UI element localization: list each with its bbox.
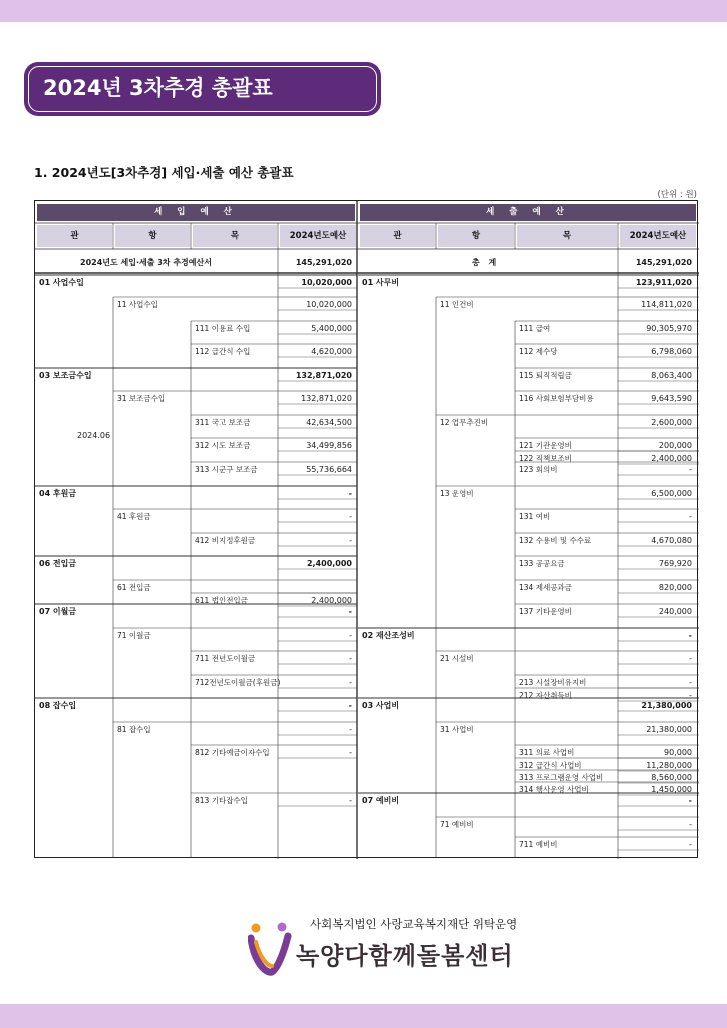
expense-row-label: 11 인건비 bbox=[440, 300, 474, 309]
revenue-row-label: 61 전입금 bbox=[117, 583, 151, 592]
revenue-row-amount: 10,020,000 bbox=[306, 300, 352, 309]
revenue-row-label: 03 보조금수입 bbox=[39, 371, 92, 380]
expense-row-label: 314 행사운영 사업비 bbox=[519, 785, 589, 794]
revenue-row-amount: - bbox=[348, 489, 352, 498]
revenue-row-label: 112 급간식 수입 bbox=[195, 347, 251, 356]
revenue-col-hang: 항 bbox=[115, 225, 190, 247]
expense-row-label: 133 공공요금 bbox=[519, 559, 565, 568]
expense-row-amount: 4,670,080 bbox=[651, 536, 692, 545]
expense-row-label: 02 재산조성비 bbox=[362, 631, 415, 640]
revenue-row-label: 71 이월금 bbox=[117, 631, 151, 640]
revenue-row-label: 813 기타잡수입 bbox=[195, 796, 248, 805]
revenue-row-label: 812 기타예금이자수입 bbox=[195, 748, 270, 757]
revenue-row-label: 01 사업수입 bbox=[39, 278, 84, 287]
revenue-row-amount: - bbox=[349, 536, 352, 545]
expense-row-label: 01 사무비 bbox=[362, 278, 400, 287]
revenue-row-amount: - bbox=[348, 701, 352, 710]
expense-row-amount: 21,380,000 bbox=[646, 725, 692, 734]
expense-row-amount: 820,000 bbox=[658, 583, 692, 592]
footer-center-name: 녹양다함께돌봄센터 bbox=[296, 942, 514, 970]
expense-row-label: 311 의료 사업비 bbox=[519, 748, 575, 757]
revenue-row-label: 412 비지정후원금 bbox=[195, 536, 256, 545]
bottom-decorative-band bbox=[0, 1004, 727, 1028]
expense-row-label: 116 사회보험부담비용 bbox=[519, 394, 594, 403]
expense-row-label: 115 퇴직적립금 bbox=[519, 371, 572, 380]
revenue-row-amount: - bbox=[349, 678, 352, 687]
expense-row-amount: 1,450,000 bbox=[651, 785, 692, 794]
revenue-row-amount: - bbox=[349, 512, 352, 521]
revenue-row-amount: 132,871,020 bbox=[295, 371, 352, 380]
revenue-summary-total: 145,291,020 bbox=[295, 258, 352, 267]
footer-operator-text: 사회복지법인 사랑교육복지재단 위탁운영 bbox=[310, 917, 518, 931]
top-decorative-band bbox=[0, 0, 727, 22]
expense-col-amount: 2024년도예산 bbox=[620, 225, 696, 247]
title-banner bbox=[24, 62, 381, 116]
expense-row-amount: - bbox=[688, 796, 692, 805]
revenue-row-label: 313 시군구 보조금 bbox=[195, 465, 258, 474]
expense-row-label: 21 시설비 bbox=[440, 654, 474, 663]
revenue-row-label: 81 잡수입 bbox=[117, 725, 151, 734]
revenue-row-amount: 10,020,000 bbox=[301, 278, 352, 287]
expense-row-label: 212 자산취득비 bbox=[519, 691, 572, 700]
revenue-row-label: 41 후원금 bbox=[117, 512, 151, 521]
revenue-row-label: 111 이용료 수입 bbox=[195, 324, 251, 333]
expense-row-label: 122 직책보조비 bbox=[519, 454, 572, 463]
expense-row-amount: 90,305,970 bbox=[646, 324, 692, 333]
expense-row-amount: 123,911,020 bbox=[635, 278, 692, 287]
expense-row-amount: - bbox=[688, 631, 692, 640]
unit-label: (단위 : 원) bbox=[657, 190, 697, 200]
expense-row-label: 132 수용비 및 수수료 bbox=[519, 536, 592, 545]
expense-row-amount: - bbox=[689, 465, 692, 474]
expense-row-amount: 200,000 bbox=[658, 441, 692, 450]
expense-row-amount: 2,600,000 bbox=[651, 418, 692, 427]
revenue-row-amount: 2,400,000 bbox=[311, 596, 352, 605]
expense-row-amount: 8,560,000 bbox=[651, 773, 692, 782]
expense-row-amount: 9,643,590 bbox=[651, 394, 692, 403]
page-title: 2024년 3차추경 총괄표 bbox=[28, 66, 377, 112]
expense-row-amount: 11,280,000 bbox=[646, 761, 692, 770]
center-logo-icon bbox=[248, 922, 298, 982]
revenue-row-amount: 132,871,020 bbox=[301, 394, 352, 403]
expense-row-amount: 90,000 bbox=[664, 748, 692, 757]
expense-summary-total: 145,291,020 bbox=[635, 258, 692, 267]
revenue-row-label: 312 시도 보조금 bbox=[195, 441, 251, 450]
expense-row-amount: - bbox=[689, 678, 692, 687]
revenue-row-amount: - bbox=[349, 725, 352, 734]
expense-col-gwan: 관 bbox=[360, 225, 435, 247]
revenue-row-label: 31 보조금수입 bbox=[117, 394, 166, 403]
expense-row-label: 123 회의비 bbox=[519, 465, 558, 474]
revenue-col-gwan: 관 bbox=[37, 225, 112, 247]
expense-row-label: 312 급간식 사업비 bbox=[519, 761, 582, 770]
expense-col-mok: 목 bbox=[517, 225, 617, 247]
expense-row-label: 07 예비비 bbox=[362, 796, 400, 805]
expense-col-hang: 항 bbox=[438, 225, 514, 247]
expense-row-amount: 114,811,020 bbox=[641, 300, 692, 309]
revenue-row-label: 07 이월금 bbox=[39, 607, 77, 616]
revenue-row-label: 11 사업수입 bbox=[117, 300, 158, 309]
revenue-row-amount: - bbox=[349, 796, 352, 805]
expense-row-label: 112 제수당 bbox=[519, 347, 558, 356]
revenue-summary-label: 2024년도 세입·세출 3차 추경예산서 bbox=[80, 258, 212, 267]
expense-row-amount: 769,920 bbox=[658, 559, 692, 568]
revenue-row-amount: 55,736,664 bbox=[306, 465, 352, 474]
footer-logo bbox=[248, 912, 548, 982]
expense-row-amount: 240,000 bbox=[658, 607, 692, 616]
revenue-row-amount: 42,634,500 bbox=[306, 418, 352, 427]
expense-summary-label: 총 계 bbox=[472, 258, 500, 267]
revenue-row-amount: 5,400,000 bbox=[311, 324, 352, 333]
revenue-row-label: 04 후원금 bbox=[39, 489, 77, 498]
revenue-row-label: 712전년도이월금(후원금) bbox=[195, 678, 281, 687]
expense-row-amount: 8,063,400 bbox=[651, 371, 692, 380]
expense-row-label: 03 사업비 bbox=[362, 701, 400, 710]
expense-row-amount: - bbox=[689, 512, 692, 521]
revenue-row-label: 611 법인전입금 bbox=[195, 596, 248, 605]
revenue-col-amount: 2024년도예산 bbox=[280, 225, 356, 247]
revenue-row-amount: - bbox=[348, 607, 352, 616]
expense-row-amount: 6,500,000 bbox=[651, 489, 692, 498]
revenue-row-amount: - bbox=[349, 748, 352, 757]
expense-row-label: 13 운영비 bbox=[440, 489, 474, 498]
expense-row-label: 711 예비비 bbox=[519, 840, 558, 849]
side-note-date: 2024.06 bbox=[77, 431, 111, 440]
expense-row-amount: - bbox=[689, 691, 692, 700]
expense-row-label: 111 급여 bbox=[519, 324, 551, 333]
revenue-row-amount: - bbox=[349, 654, 352, 663]
expense-row-label: 313 프로그램운영 사업비 bbox=[519, 773, 604, 782]
revenue-row-amount: 2,400,000 bbox=[306, 559, 352, 568]
revenue-row-amount: 4,620,000 bbox=[311, 347, 352, 356]
revenue-row-label: 06 전입금 bbox=[39, 559, 77, 568]
revenue-row-amount: - bbox=[349, 631, 352, 640]
expense-row-label: 213 시설장비유지비 bbox=[519, 678, 587, 687]
expense-row-amount: - bbox=[689, 840, 692, 849]
expense-row-amount: 6,798,060 bbox=[651, 347, 692, 356]
expense-row-label: 134 제세공과금 bbox=[519, 583, 572, 592]
expense-row-amount: 21,380,000 bbox=[641, 701, 692, 710]
expense-row-label: 137 기타운영비 bbox=[519, 607, 572, 616]
revenue-row-label: 08 잡수입 bbox=[39, 701, 77, 710]
section-heading: 1. 2024년도[3차추경] 세입·세출 예산 총괄표 bbox=[34, 165, 294, 180]
revenue-col-mok: 목 bbox=[193, 225, 277, 247]
revenue-row-amount: 34,499,856 bbox=[306, 441, 352, 450]
expense-row-label: 131 여비 bbox=[519, 512, 551, 521]
expense-row-amount: 2,400,000 bbox=[651, 454, 692, 463]
revenue-row-label: 311 국고 보조금 bbox=[195, 418, 251, 427]
expense-row-label: 121 기관운영비 bbox=[519, 441, 572, 450]
expense-row-label: 31 사업비 bbox=[440, 725, 474, 734]
expense-row-amount: - bbox=[689, 654, 692, 663]
expense-row-label: 12 업무추진비 bbox=[440, 418, 489, 427]
expense-row-amount: - bbox=[689, 820, 692, 829]
budget-summary-table bbox=[34, 200, 698, 858]
revenue-header: 세 입 예 산 bbox=[37, 204, 355, 221]
expense-header: 세 출 예 산 bbox=[360, 204, 696, 221]
revenue-row-label: 711 전년도이월금 bbox=[195, 654, 256, 663]
expense-row-label: 71 예비비 bbox=[440, 820, 474, 829]
